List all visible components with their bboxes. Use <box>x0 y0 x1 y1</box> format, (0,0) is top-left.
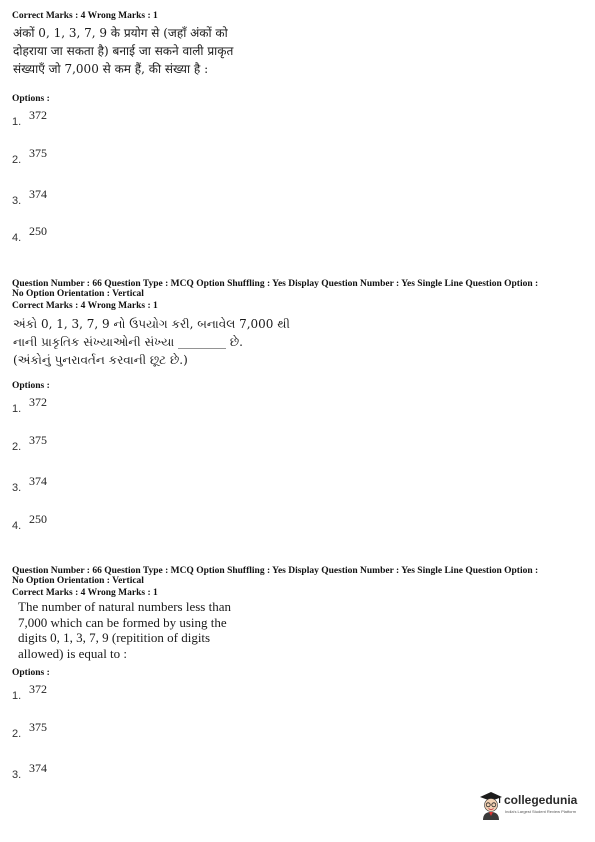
question-text-hindi <box>13 24 233 78</box>
option-number: 2. <box>12 441 22 453</box>
options-label: Options : <box>12 381 50 391</box>
option-number: 3. <box>12 195 22 207</box>
option-number: 1. <box>12 690 22 702</box>
question-line: (અંકોનું પુનરાવર્તન કરવાની છૂટ છે.) <box>13 353 188 367</box>
option-value: 374 <box>29 761 47 775</box>
option-number: 3. <box>12 482 22 494</box>
question-line: अंकों 0, 1, 3, 7, 9 के प्रयोग से (जहाँ अंकों को <box>13 26 228 40</box>
question-header-cont: No Option Orientation : Vertical <box>12 289 144 299</box>
marks-line: Correct Marks : 4 Wrong Marks : 1 <box>12 301 158 311</box>
question-header-cont: No Option Orientation : Vertical <box>12 576 144 586</box>
option-value: 375 <box>29 433 47 447</box>
collegedunia-logo <box>478 790 588 822</box>
question-line: નાની પ્રાકૃતિક સંખ્યાઓની સંખ્યા ________ છે. <box>13 335 243 349</box>
question-line: संख्याएँ जो 7,000 से कम हैं, की संख्या है : <box>13 62 209 76</box>
options-label: Options : <box>12 668 50 678</box>
option-value: 250 <box>29 224 47 238</box>
option-number: 2. <box>12 154 22 166</box>
option-value: 374 <box>29 474 47 488</box>
option-number: 3. <box>12 769 22 781</box>
option-number: 2. <box>12 728 22 740</box>
question-line: અંકો 0, 1, 3, 7, 9 નો ઉપયોગ કરી, બનાવેલ 7,000 થી <box>13 317 290 331</box>
student-mascot-icon <box>478 790 504 820</box>
option-number: 4. <box>12 520 22 532</box>
question-line: दोहराया जा सकता है) बनाई जा सकने वाली प्राकृत <box>13 44 234 58</box>
question-line: allowed) is equal to : <box>18 645 128 661</box>
question-line: digits 0, 1, 3, 7, 9 (repitition of digits <box>18 630 211 645</box>
marks-line: Correct Marks : 4 Wrong Marks : 1 <box>12 588 158 598</box>
option-value: 250 <box>29 512 47 526</box>
option-value: 372 <box>29 108 47 122</box>
question-text-english <box>18 599 231 661</box>
option-value: 375 <box>29 146 47 160</box>
option-value: 375 <box>29 720 47 734</box>
question-header: Question Number : 66 Question Type : MCQ Option Shuffling : Yes Display Question Number : Yes Single Line Question Option : <box>12 566 539 576</box>
option-value: 372 <box>29 682 47 696</box>
question-text-gujarati <box>13 315 290 369</box>
option-number: 4. <box>12 232 22 244</box>
marks-line: Correct Marks : 4 Wrong Marks : 1 <box>12 11 158 21</box>
option-value: 374 <box>29 187 47 201</box>
question-header: Question Number : 66 Question Type : MCQ Option Shuffling : Yes Display Question Number : Yes Single Line Question Option : <box>12 279 539 289</box>
question-line: The number of natural numbers less than <box>18 599 231 614</box>
option-number: 1. <box>12 403 22 415</box>
option-value: 372 <box>29 395 47 409</box>
logo-tagline: India's Largest Student Review Platform <box>505 809 577 814</box>
option-number: 1. <box>12 116 22 128</box>
question-line: 7,000 which can be formed by using the <box>18 614 227 630</box>
options-label: Options : <box>12 94 50 104</box>
logo-brand-text: collegedunia <box>504 793 578 807</box>
